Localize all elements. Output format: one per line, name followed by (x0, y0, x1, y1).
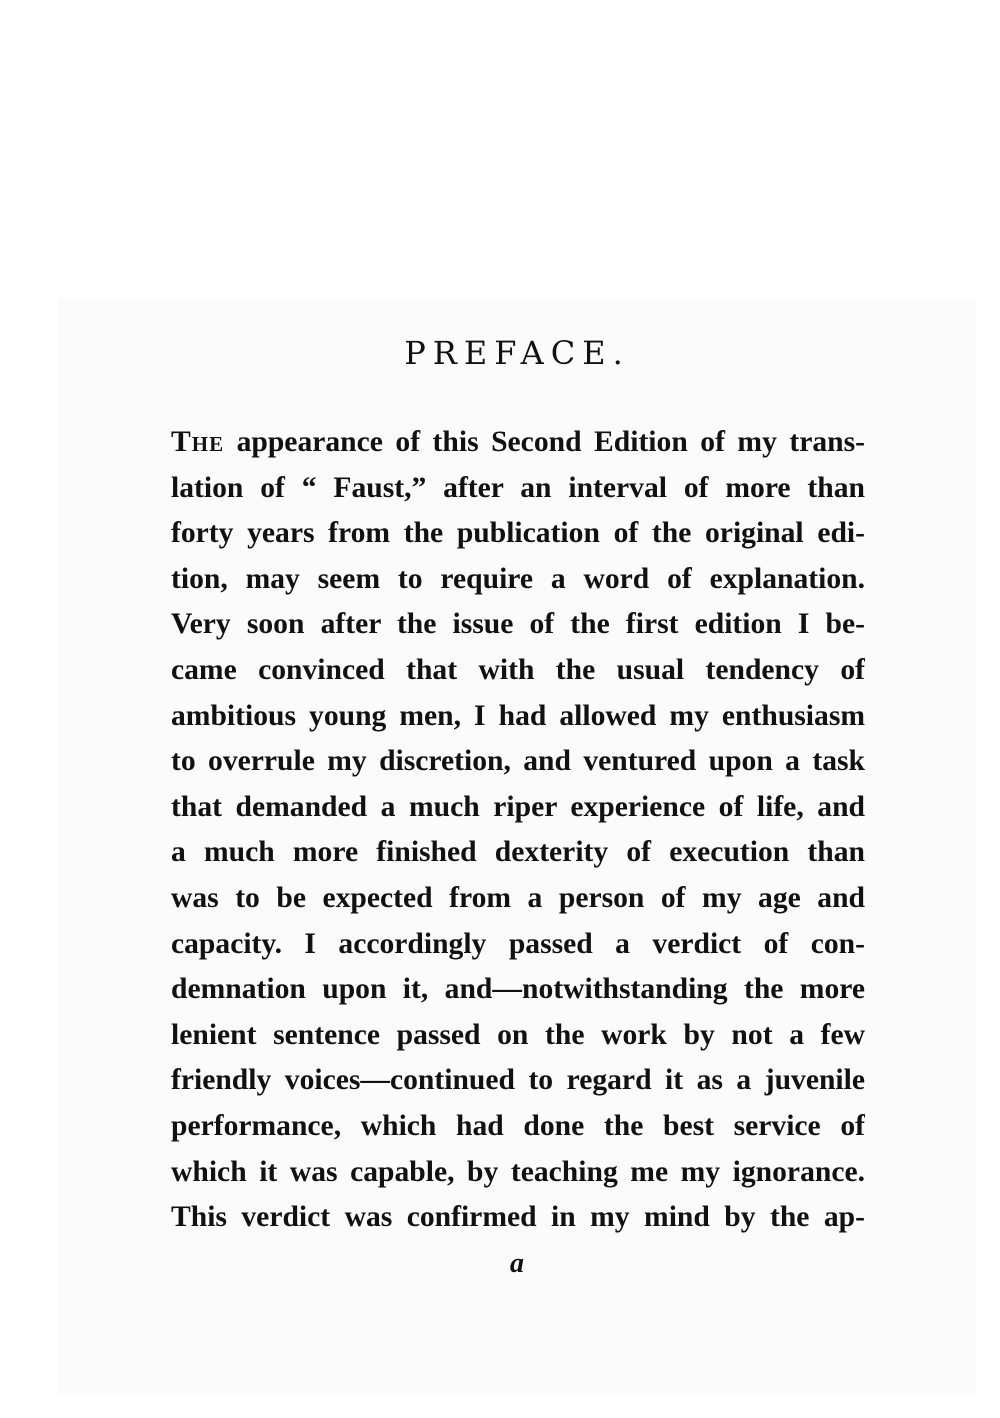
text-line-5: Very soon after the issue of the first edition I be- (171, 608, 865, 641)
text-line-2: lation of “ Faust,” after an interval of more than (171, 471, 865, 504)
text-line-1-rest: appearance of this Second Edition of my trans- (224, 426, 865, 458)
text-line-9: that demanded a much riper experience of life, and (171, 790, 865, 823)
preface-text (171, 420, 865, 1241)
opening-word: The (171, 426, 225, 458)
text-line-11: was to be expected from a person of my age and (171, 881, 865, 914)
text-line-15: friendly voices—continued to regard it as a juvenile (171, 1064, 865, 1097)
text-line-12: capacity. I accordingly passed a verdict of con- (171, 927, 865, 960)
signature-mark: a (510, 1248, 524, 1279)
text-line-13: demnation upon it, and—notwithstanding the more (171, 973, 865, 1006)
page-heading: PREFACE. (404, 334, 630, 372)
text-line-16: performance, which had done the best service of (171, 1109, 865, 1142)
text-line-7: ambitious young men, I had allowed my enthusiasm (171, 699, 865, 732)
text-line-14: lenient sentence passed on the work by not a few (171, 1018, 865, 1051)
text-line-8: to overrule my discretion, and ventured upon a task (171, 745, 865, 778)
text-line-10: a much more finished dexterity of execution than (171, 836, 865, 869)
text-line-3: forty years from the publication of the original edi- (171, 517, 865, 550)
text-line-4: tion, may seem to require a word of explanation. (171, 562, 865, 595)
text-line-17: which it was capable, by teaching me my ignorance. (171, 1155, 865, 1188)
text-line-18: This verdict was confirmed in my mind by the ap- (171, 1201, 865, 1234)
text-line-1 (171, 420, 865, 466)
text-line-6: came convinced that with the usual tendency of (171, 653, 865, 686)
